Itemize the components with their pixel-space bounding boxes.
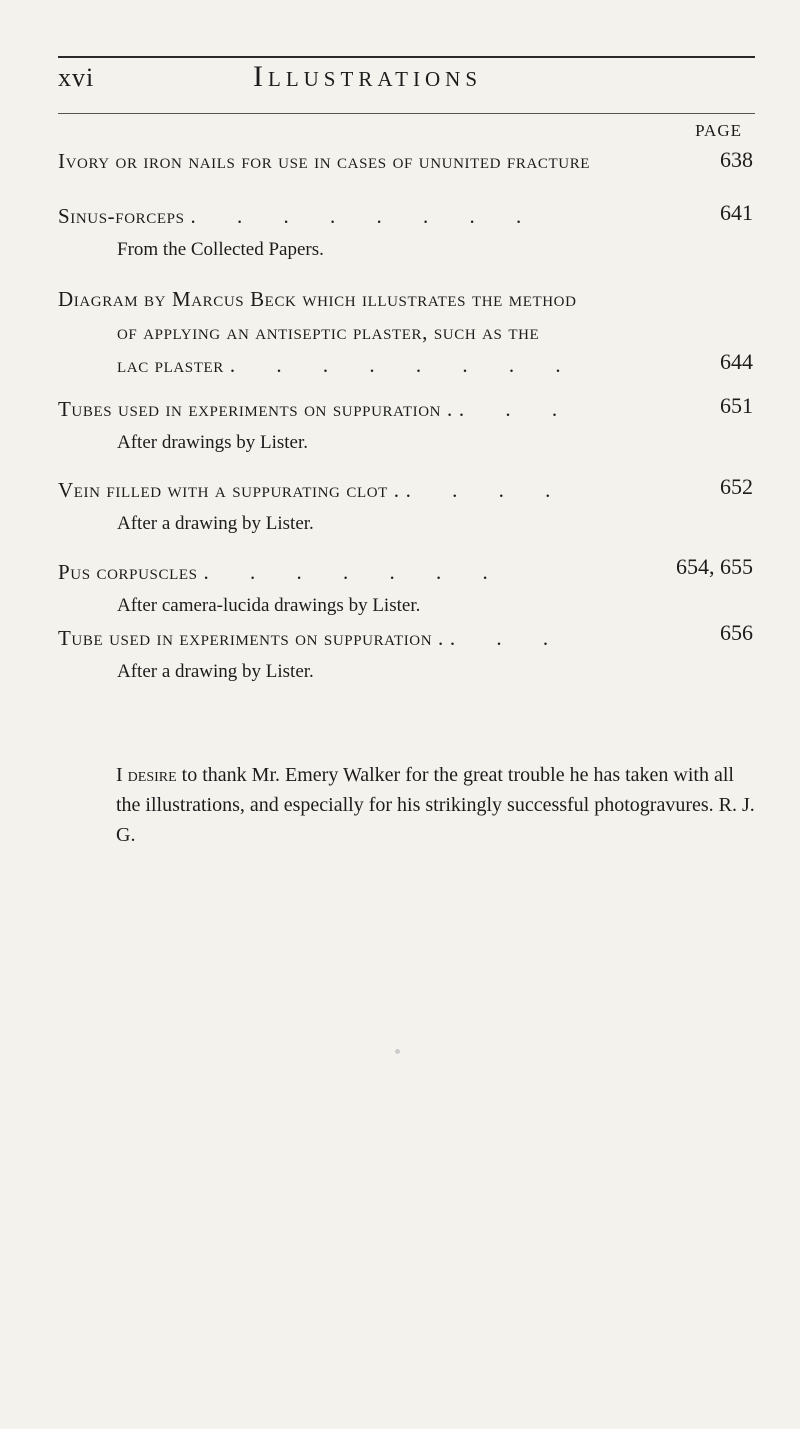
acknowledgement-paragraph [116,760,756,850]
page-folio: xvi [58,63,95,92]
entry-page: 654, 655 [676,554,753,579]
toc-entry [58,200,753,264]
toc-entry [58,145,753,178]
ack-signature: R. J. G. [116,794,755,846]
entry-title: Ivory or iron nails for use in cases of ununited fracture [58,149,591,173]
page-column-label: PAGE [695,121,742,140]
toc-entry [58,283,753,382]
toc-entry [58,554,753,620]
dot-leader: . . . [449,626,567,650]
dot-leader: . . . . . . . . [229,353,579,377]
toc-entry [58,393,753,457]
dot-leader: . . . [458,397,576,421]
dot-leader: . . . . . . . . [190,204,540,228]
entry-note: After a drawing by Lister. [117,661,314,682]
ack-body: to thank Mr. Emery Walker for the great trouble he has taken with all the illustrations, and especially for his strikingly successful photogravures. [116,764,734,816]
entry-note: After drawings by Lister. [117,432,309,453]
entry-note: From the Collected Papers. [117,239,324,260]
header-rule-bottom [58,113,755,114]
toc-entry [58,474,753,538]
entry-page: 638 [720,147,753,172]
entry-page: 651 [720,393,753,418]
entry-note: After a drawing by Lister. [117,513,314,534]
entry-note: After camera-lucida drawings by Lister. [117,595,421,616]
entry-title: Tube used in experiments on suppuration . . . . [58,622,740,655]
entry-page: 656 [720,620,753,645]
entry-title: Vein filled with a suppurating clot . . . . . [58,474,740,507]
entry-page: 641 [720,200,753,225]
entry-title: Pus corpuscles . . . . . . . [58,556,740,589]
ack-lead: I desire [116,764,177,786]
entry-page: 644 [720,349,753,374]
entry-page: 652 [720,474,753,499]
entry-title: Diagram by Marcus Beck which illustrates the method of applying an antiseptic plaster, such as the lac plaster . . . . . . . . [58,283,740,382]
header-rule-top [58,56,755,58]
toc-entry [58,620,753,686]
paper-speck [395,1049,400,1054]
running-head: Illustrations [253,60,482,93]
entry-title: Tubes used in experiments on suppuration . . . . [58,393,740,426]
dot-leader: . . . . . . . [203,560,506,584]
entry-title: Sinus-forceps . . . . . . . . [58,200,740,233]
dot-leader: . . . . [405,478,569,502]
